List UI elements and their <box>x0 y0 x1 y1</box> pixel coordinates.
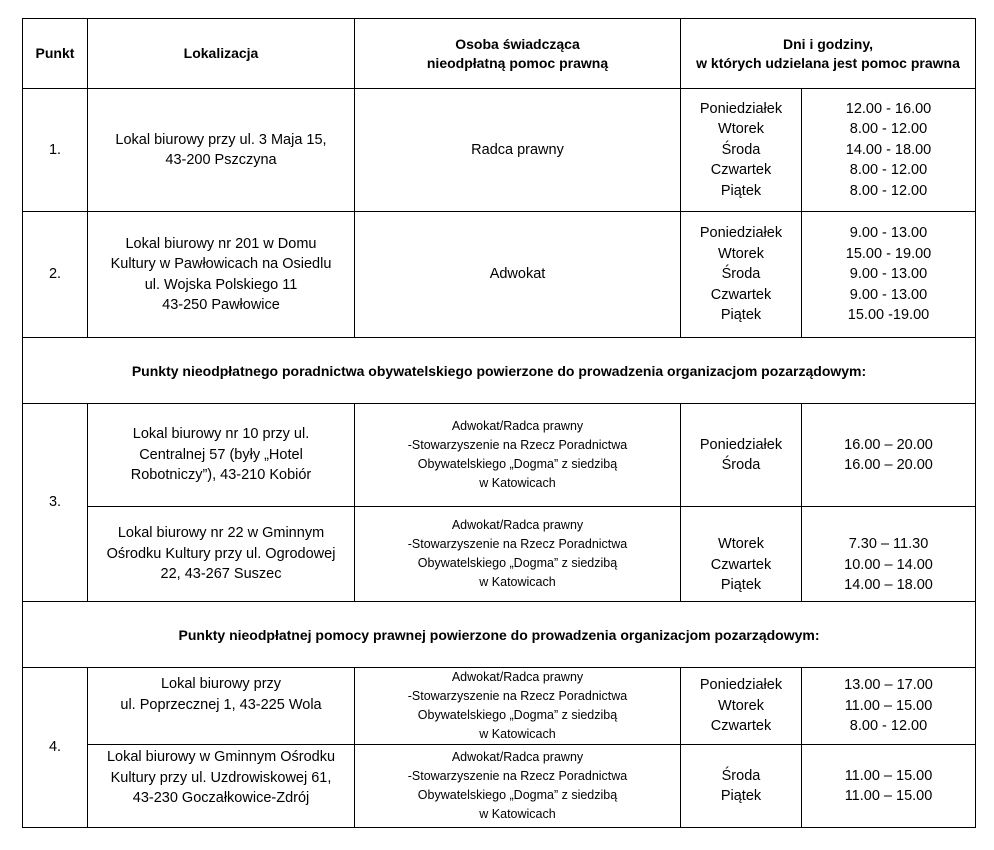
days-cell: Poniedziałek Wtorek Środa Czwartek Piątek <box>681 89 802 212</box>
hours-cell: 12.00 - 16.00 8.00 - 12.00 14.00 - 18.00 8.00 - 12.00 8.00 - 12.00 <box>802 89 976 212</box>
header-lokalizacja: Lokalizacja <box>88 19 355 89</box>
section-title: Punkty nieodpłatnej pomocy prawnej powierzone do prowadzenia organizacjom pozarządowym: <box>23 602 976 668</box>
header-punkt: Punkt <box>23 19 88 89</box>
section-title: Punkty nieodpłatnego poradnictwa obywatelskiego powierzone do prowadzenia organizacjom pozarządowym: <box>23 338 976 404</box>
days-cell: Poniedziałek Wtorek Środa Czwartek Piątek <box>681 212 802 338</box>
hours-cell: 7.30 – 11.30 10.00 – 14.00 14.00 – 18.00 <box>802 507 976 602</box>
osoba-cell: Adwokat/Radca prawny -Stowarzyszenie na Rzecz Poradnictwa Obywatelskiego „Dogma” z siedzibą w Katowicach <box>355 507 681 602</box>
header-osoba: Osoba świadcząca nieodpłatną pomoc prawną <box>355 19 681 89</box>
lokalizacja-cell: Lokal biurowy przy ul. Poprzecznej 1, 43-225 Wola <box>88 668 355 745</box>
header-dni-godziny: Dni i godziny, w których udzielana jest pomoc prawna <box>681 19 976 89</box>
days-cell: Poniedziałek Środa <box>681 404 802 507</box>
osoba-cell: Adwokat <box>355 212 681 338</box>
days-cell: Środa Piątek <box>681 745 802 828</box>
lokalizacja-cell: Lokal biurowy w Gminnym Ośrodku Kultury przy ul. Uzdrowiskowej 61, 43-230 Goczałkowice-Zdrój <box>88 745 355 828</box>
table-row <box>23 745 976 828</box>
legal-aid-schedule-table <box>22 18 976 828</box>
osoba-cell: Adwokat/Radca prawny -Stowarzyszenie na Rzecz Poradnictwa Obywatelskiego „Dogma” z siedzibą w Katowicach <box>355 745 681 828</box>
osoba-cell: Adwokat/Radca prawny -Stowarzyszenie na Rzecz Poradnictwa Obywatelskiego „Dogma” z siedzibą w Katowicach <box>355 668 681 745</box>
hours-cell: 9.00 - 13.00 15.00 - 19.00 9.00 - 13.00 9.00 - 13.00 15.00 -19.00 <box>802 212 976 338</box>
lokalizacja-cell: Lokal biurowy nr 201 w Domu Kultury w Pawłowicach na Osiedlu ul. Wojska Polskiego 11 43-250 Pawłowice <box>88 212 355 338</box>
punkt-number: 2. <box>23 212 88 338</box>
header-row <box>23 19 976 89</box>
table-row <box>23 404 976 507</box>
osoba-cell: Radca prawny <box>355 89 681 212</box>
punkt-number: 4. <box>23 668 88 828</box>
lokalizacja-cell: Lokal biurowy nr 22 w Gminnym Ośrodku Kultury przy ul. Ogrodowej 22, 43-267 Suszec <box>88 507 355 602</box>
hours-cell: 16.00 – 20.00 16.00 – 20.00 <box>802 404 976 507</box>
table-row <box>23 668 976 745</box>
table-row <box>23 89 976 212</box>
punkt-number: 1. <box>23 89 88 212</box>
section-header-row <box>23 338 976 404</box>
hours-cell: 11.00 – 15.00 11.00 – 15.00 <box>802 745 976 828</box>
hours-cell: 13.00 – 17.00 11.00 – 15.00 8.00 - 12.00 <box>802 668 976 745</box>
table-row <box>23 212 976 338</box>
punkt-number: 3. <box>23 404 88 602</box>
table-row <box>23 507 976 602</box>
section-header-row <box>23 602 976 668</box>
days-cell: Poniedziałek Wtorek Czwartek <box>681 668 802 745</box>
osoba-cell: Adwokat/Radca prawny -Stowarzyszenie na Rzecz Poradnictwa Obywatelskiego „Dogma” z siedzibą w Katowicach <box>355 404 681 507</box>
lokalizacja-cell: Lokal biurowy nr 10 przy ul. Centralnej 57 (były „Hotel Robotniczy”), 43-210 Kobiór <box>88 404 355 507</box>
days-cell: Wtorek Czwartek Piątek <box>681 507 802 602</box>
lokalizacja-cell: Lokal biurowy przy ul. 3 Maja 15, 43-200 Pszczyna <box>88 89 355 212</box>
